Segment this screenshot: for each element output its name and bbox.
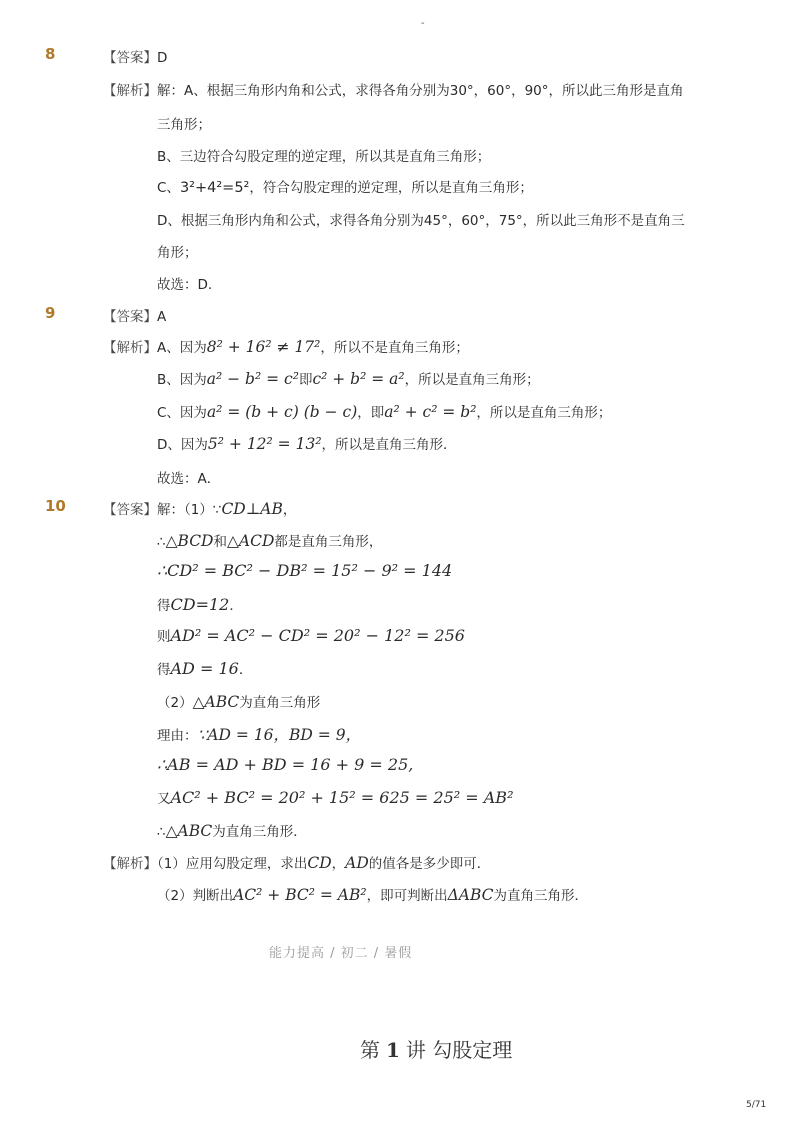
line-suffix: ． <box>238 662 253 678</box>
formula: ∵AD = 16，BD = 9， <box>197 726 362 744</box>
line-mid: 和 <box>213 534 227 550</box>
top-mark: - <box>421 18 425 29</box>
line-suffix: ，所以是直角三角形； <box>404 372 540 388</box>
analysis-line-3: B、三边符合勾股定理的逆定理，所以其是直角三角形； <box>157 149 491 165</box>
line-suffix: 的值各是多少即可． <box>368 856 491 872</box>
line-mid: ，即 <box>357 405 385 421</box>
formula: ΔABC <box>447 886 494 904</box>
line-prefix: 理由： <box>157 728 198 744</box>
formula: △ABC <box>192 693 240 711</box>
formula: AC² + BC² = AB² <box>233 886 367 904</box>
formula: c² + b² = a² <box>312 370 405 388</box>
analysis-line-2 <box>157 884 588 904</box>
formula: △BCD <box>165 532 214 550</box>
answer-line-3: ∴CD² = BC² − DB² = 15² − 9² = 144 <box>157 561 453 580</box>
line-suffix: 为直角三角形． <box>493 888 589 904</box>
analysis-line-d <box>157 433 457 453</box>
line-mid: ，即可判断出 <box>366 888 448 904</box>
line-suffix: ． <box>229 598 243 614</box>
formula: 8² + 16² ≠ 17² <box>206 338 321 356</box>
formula: a² = (b + c) (b − c) <box>206 403 358 421</box>
line-suffix: ，符合勾股定理的逆定理，所以是直角三角形； <box>249 180 533 196</box>
formula: a² + c² = b² <box>384 403 477 421</box>
answer-line-5 <box>157 625 465 645</box>
analysis-line-1 <box>103 852 490 872</box>
analysis-line-a <box>103 336 469 356</box>
formula: AD² = AC² − CD² = 20² − 12² = 256 <box>170 626 465 645</box>
formula: CD <box>307 854 332 872</box>
answer-line-10 <box>157 787 513 807</box>
line-mid: ， <box>331 856 346 872</box>
line-prefix: （2） <box>157 695 193 711</box>
line-prefix: 又 <box>157 791 171 807</box>
analysis-line-6: 角形； <box>157 245 198 261</box>
lecture-title <box>360 1034 512 1063</box>
question-number: 10 <box>45 497 66 515</box>
line-prefix: A、因为 <box>157 340 207 356</box>
line-prefix: （1）应用勾股定理，求出 <box>157 856 308 872</box>
title-number: 1 <box>386 1038 400 1062</box>
line-prefix: C、 <box>157 180 180 196</box>
answer-line-6 <box>157 658 252 678</box>
analysis-line-1 <box>103 79 684 99</box>
footer-subtitle: 能力提高 / 初二 / 暑假 <box>269 946 413 961</box>
formula: △ACD <box>226 532 275 550</box>
line-prefix: 解：（1）∵ <box>157 502 222 518</box>
answer-line-4 <box>157 594 243 614</box>
answer-line <box>103 305 166 325</box>
formula: AD = 16 <box>170 659 239 678</box>
answer-line-8 <box>157 723 361 745</box>
question-number: 9 <box>45 304 56 322</box>
analysis-line-c <box>157 401 611 421</box>
formula: CD⊥AB <box>221 500 283 518</box>
analysis-tag: 【解析】 <box>103 340 157 356</box>
answer-line-11 <box>157 820 307 840</box>
line-prefix: （2）判断出 <box>157 888 234 904</box>
analysis-line-2: 三角形； <box>157 117 211 133</box>
answer-tag: 【答案】 <box>103 309 157 325</box>
line-suffix: ，所以是直角三角形． <box>321 437 457 453</box>
answer-value: A <box>157 309 167 325</box>
line-suffix: 为直角三角形． <box>212 824 307 840</box>
title-suffix: 讲 勾股定理 <box>405 1038 513 1062</box>
answer-line-2 <box>157 530 382 550</box>
formula: △ABC <box>165 822 213 840</box>
line-mid: 即 <box>298 372 313 388</box>
line-suffix: ， <box>282 502 297 518</box>
line-prefix: 得 <box>157 662 171 678</box>
line-prefix: D、因为 <box>157 437 208 453</box>
analysis-line-4 <box>157 176 533 196</box>
analysis-line-b <box>157 368 540 388</box>
page-number: 5/71 <box>746 1100 767 1110</box>
formula: 5² + 12² = 13² <box>207 435 322 453</box>
answer-tag: 【答案】 <box>103 502 157 518</box>
answer-line-7 <box>157 691 320 711</box>
analysis-tag: 【解析】 <box>103 856 157 872</box>
analysis-line-7: 故选：D. <box>157 277 213 293</box>
line-prefix: C、因为 <box>157 405 207 421</box>
formula: AD <box>345 854 369 872</box>
question-number: 8 <box>45 45 56 63</box>
title-prefix: 第 <box>360 1038 380 1062</box>
line-prefix: ∴ <box>157 534 166 550</box>
line-suffix: ，所以不是直角三角形； <box>320 340 469 356</box>
line-suffix: 为直角三角形 <box>239 695 321 711</box>
formula: 3²+4²=5² <box>179 180 250 196</box>
answer-value: D <box>157 50 168 66</box>
analysis-line-5: D、根据三角形内角和公式，求得各角分别为45°，60°，75°，所以此三角形不是直角三 <box>157 213 685 229</box>
choice-line: 故选：A． <box>157 471 221 487</box>
analysis-tag: 【解析】 <box>103 83 157 99</box>
line-prefix: B、因为 <box>157 372 207 388</box>
analysis-text: 解：A、根据三角形内角和公式，求得各角分别为30°，60°，90°，所以此三角形是直角 <box>157 83 684 99</box>
line-suffix: ，所以是直角三角形； <box>476 405 612 421</box>
line-suffix: 都是直角三角形， <box>274 534 383 550</box>
answer-line-9: ∴AB = AD + BD = 16 + 9 = 25, <box>157 755 414 774</box>
formula: AC² + BC² = 20² + 15² = 625 = 25² = AB² <box>170 788 514 807</box>
answer-line <box>103 46 167 66</box>
line-prefix: 则 <box>157 629 171 645</box>
formula: CD=12 <box>170 595 230 614</box>
line-prefix: ∴ <box>157 824 166 840</box>
formula: a² − b² = c² <box>206 370 299 388</box>
answer-line-1 <box>103 498 296 518</box>
answer-tag: 【答案】 <box>103 50 157 66</box>
line-prefix: 得 <box>157 598 171 614</box>
